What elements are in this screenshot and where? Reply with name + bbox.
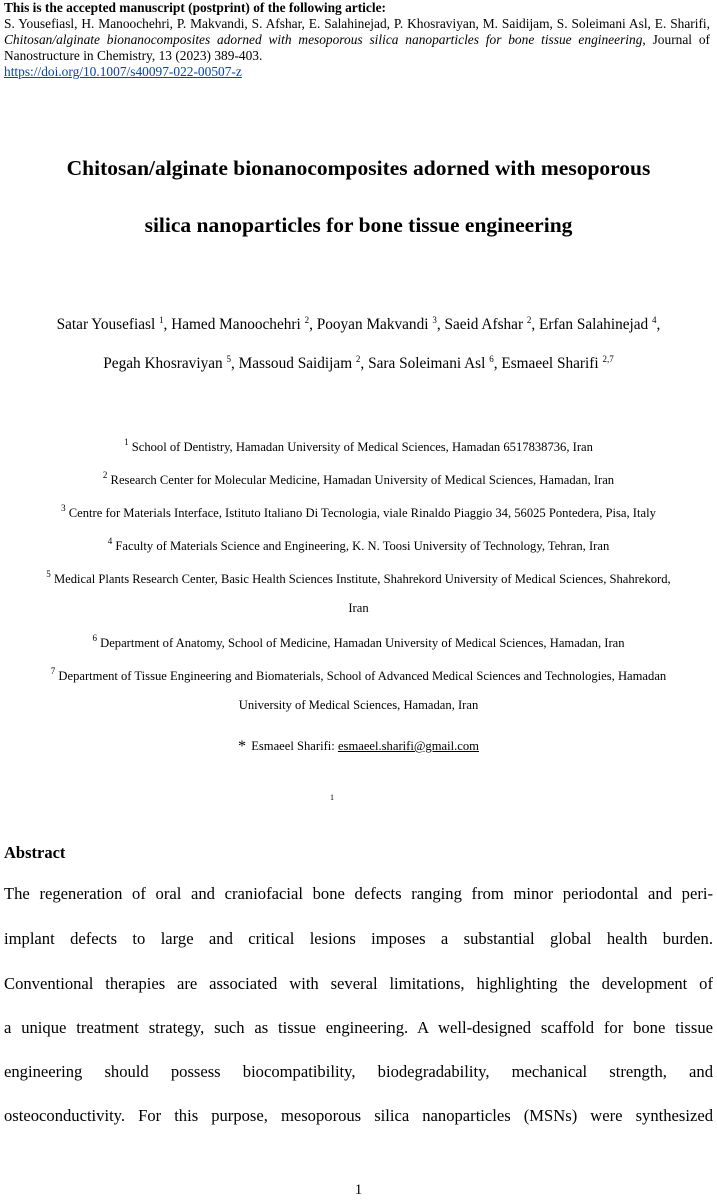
author-affiliation-number: 1 xyxy=(159,315,164,325)
author-name: Hamed Manoochehri xyxy=(171,316,301,333)
author-affiliation-number: 2,7 xyxy=(602,354,614,364)
author-affiliation-number: 3 xyxy=(432,315,437,325)
footnote-mark: 1 xyxy=(330,793,334,802)
affiliation-number: 1 xyxy=(124,437,129,447)
citation-journal: , Journal of Nanostructure in Chemistry, 13 (2023) 389-403. xyxy=(4,32,710,63)
affiliation xyxy=(0,633,717,651)
affiliation-number: 7 xyxy=(50,666,56,676)
affiliation xyxy=(0,503,717,521)
affiliation xyxy=(0,470,717,488)
author-list-line-1: Satar Yousefiasl $^1$, Hamed Manoochehri $^2$, Pooyan Makvandi $^3$, Saeid Afshar $^2$, Erfan Salahinejad $^4$, xyxy=(56,315,661,333)
manuscript-note: This is the accepted manuscript (postprint) of the following article: xyxy=(4,0,386,15)
corresponding-star: * xyxy=(238,738,247,755)
author-list-line-2: Pegah Khosraviyan $^5$, Massoud Saidijam $^2$, Sara Soleimani Asl $^6$, Esmaeel Sharifi $^{2,7}$ xyxy=(103,354,614,372)
citation-authors: S. Yousefiasl, H. Manoochehri, P. Makvandi, S. Afshar, E. Salahinejad, P. Khosraviyan, M. Saidijam, S. Soleimani Asl, E. Sharifi, xyxy=(4,16,710,31)
affiliation-text: Department of Tissue Engineering and Biomaterials, School of Advanced Medical Sciences and Technologies, Hamadan xyxy=(58,669,667,683)
corresponding-email[interactable]: esmaeel.sharifi@gmail.com xyxy=(337,739,479,753)
affiliation-number: 2 xyxy=(102,470,108,480)
affiliation-text: Research Center for Molecular Medicine, Hamadan University of Medical Sciences, Hamadan, Iran xyxy=(110,473,615,487)
author-name: Massoud Saidijam xyxy=(238,355,353,372)
affiliation-text: Medical Plants Research Center, Basic Health Sciences Institute, Shahrekord University of Medical Sciences, Shahrekord, xyxy=(53,572,671,586)
author-affiliation-number: 2 xyxy=(304,315,310,325)
abstract-heading: Abstract xyxy=(4,843,66,862)
author-name: Sara Soleimani Asl xyxy=(368,355,486,372)
affiliation xyxy=(0,666,717,684)
corresponding-label: Esmaeel Sharifi: xyxy=(251,739,335,753)
citation-text xyxy=(4,16,710,64)
affiliation-text: Department of Anatomy, School of Medicine, Hamadan University of Medical Sciences, Hamadan, Iran xyxy=(100,636,625,650)
author-affiliation-number: 6 xyxy=(489,354,494,364)
author-affiliation-number: 4 xyxy=(652,315,657,325)
affiliation xyxy=(0,536,717,554)
abstract-line: implant defects to large and critical lesions imposes a substantial global health burden. xyxy=(4,929,713,948)
affiliation-number: 6 xyxy=(92,633,97,643)
author-name: Pooyan Makvandi xyxy=(316,316,429,333)
author-affiliation-number: 5 xyxy=(226,354,231,364)
page-number: 1 xyxy=(354,1182,363,1198)
affiliation xyxy=(0,569,717,587)
author-name: Pegah Khosraviyan xyxy=(103,355,223,372)
affiliation-text: Centre for Materials Interface, Istituto Italiano Di Tecnologia, viale Rinaldo Piaggio 34, 56025 Pontedera, Pisa, Italy xyxy=(68,506,656,520)
author-affiliation-number: 2 xyxy=(355,354,361,364)
affiliation-number: 4 xyxy=(107,536,113,546)
affiliation xyxy=(0,437,717,455)
affiliation-continuation: University of Medical Sciences, Hamadan, Iran xyxy=(238,698,479,712)
author-name: Satar Yousefiasl xyxy=(56,316,156,333)
affiliation-text: Faculty of Materials Science and Engineering, K. N. Toosi University of Technology, Tehran, Iran xyxy=(115,539,610,553)
abstract-line: Conventional therapies are associated with several limitations, highlighting the development of xyxy=(4,974,713,993)
author-affiliation-number: 2 xyxy=(526,315,532,325)
abstract-line: a unique treatment strategy, such as tissue engineering. A well-designed scaffold for bone tissue xyxy=(4,1018,713,1037)
affiliation-text: School of Dentistry, Hamadan University of Medical Sciences, Hamadan 6517838736, Iran xyxy=(131,440,593,454)
citation-header xyxy=(4,0,710,80)
affiliation-number: 5 xyxy=(46,569,51,579)
affiliation-number: 3 xyxy=(61,503,66,513)
corresponding-author xyxy=(0,738,717,756)
citation-article-title: Chitosan/alginate bionanocomposites adorned with mesoporous silica nanoparticles for bone tissue engineering xyxy=(4,32,643,47)
abstract-line: osteoconductivity. For this purpose, mesoporous silica nanoparticles (MSNs) were synthesized xyxy=(4,1106,713,1125)
affiliation-continuation: Iran xyxy=(348,601,369,615)
author-name: Esmaeel Sharifi xyxy=(501,355,599,372)
abstract-line: engineering should possess biocompatibility, biodegradability, mechanical strength, and xyxy=(4,1062,713,1081)
author-name: Erfan Salahinejad xyxy=(539,316,649,333)
paper-title-line-1: Chitosan/alginate bionanocomposites adorned with mesoporous xyxy=(66,156,651,180)
doi-link[interactable]: https://doi.org/10.1007/s40097-022-00507-z xyxy=(4,64,242,79)
paper-title-line-2: silica nanoparticles for bone tissue engineering xyxy=(144,213,573,237)
author-name: Saeid Afshar xyxy=(444,316,524,333)
abstract-line: The regeneration of oral and craniofacial bone defects ranging from minor periodontal and peri- xyxy=(4,884,713,903)
